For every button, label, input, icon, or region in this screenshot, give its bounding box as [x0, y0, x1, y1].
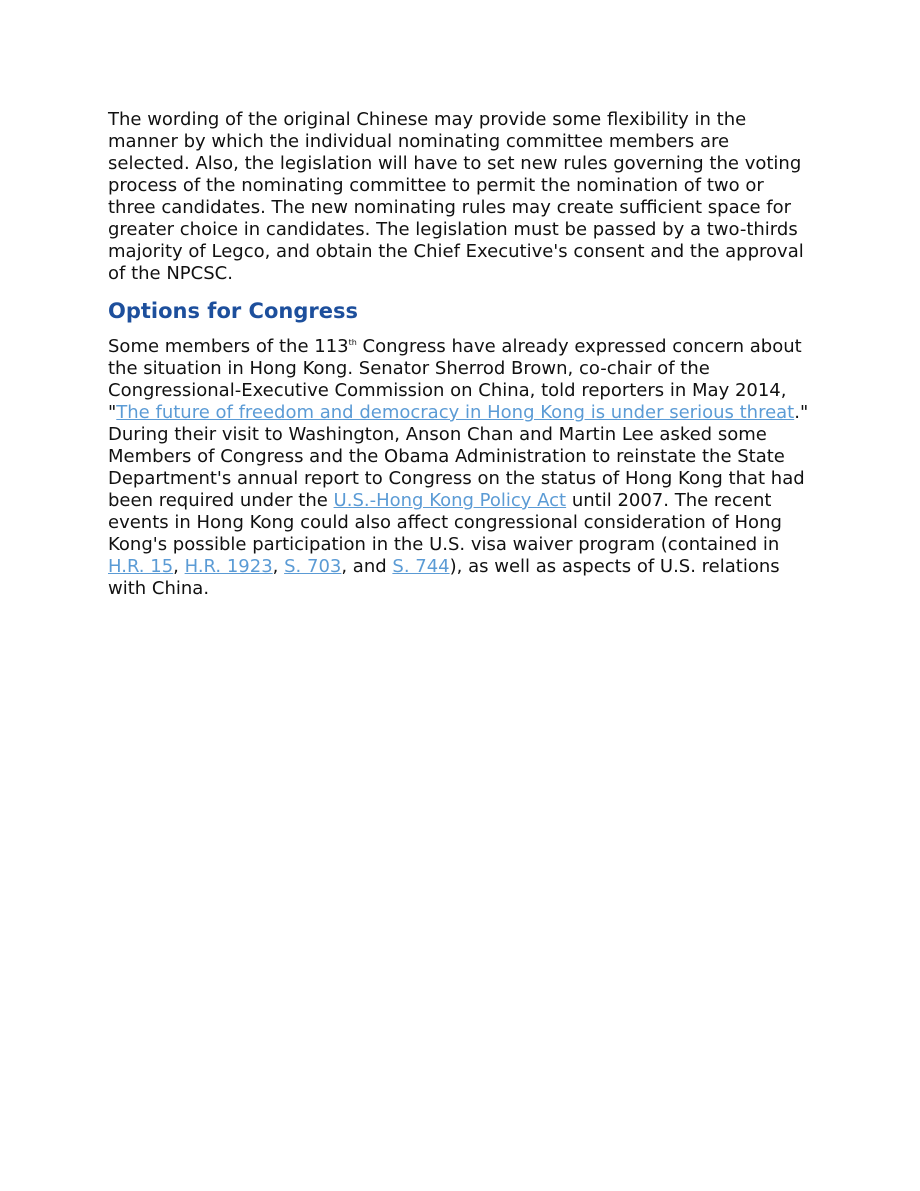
- link-us-hong-kong-policy-act[interactable]: U.S.-Hong Kong Policy Act: [333, 490, 567, 511]
- text-separator: , and: [341, 556, 393, 577]
- text-segment: ), as well as aspects of U.S. relations with China.: [108, 556, 780, 599]
- ordinal-superscript: th: [348, 338, 357, 347]
- text-segment: ." During their visit to Washington, Anson Chan and Martin Lee asked some Members of Congress and the Obama Administration to reinstate the State Department's annual report to Congress on the status of Hong Kong that had been required under the: [108, 402, 809, 511]
- section-heading-options-for-congress: Options for Congress: [108, 299, 358, 323]
- paragraph-options-for-congress: [108, 336, 812, 600]
- link-s-744[interactable]: S. 744: [392, 556, 450, 577]
- text-segment: Some members of the 113: [108, 336, 349, 357]
- link-hr-15[interactable]: H.R. 15: [108, 556, 174, 577]
- link-hr-1923[interactable]: H.R. 1923: [184, 556, 273, 577]
- paragraph-nominating-rules: The wording of the original Chinese may provide some flexibility in the manner by which the individual nominating committee members are selected. Also, the legislation will have to set new rules governing the voting process of the nominating committee to permit the nomination of two or three candidates. The new nominating rules may create sufficient space for greater choice in candidates. The legislation must be passed by a two-thirds majority of Legco, and obtain the Chief Executive's consent and the approval of the NPCSC.: [108, 109, 804, 284]
- text-segment: Congress have already expressed concern about the situation in Hong Kong. Senator Sherrod Brown, co-chair of the Congressional-Executive Commission on China, told reporters in May 2014, ": [108, 336, 802, 423]
- text-segment: until 2007. The recent events in Hong Kong could also affect congressional consideration of Hong Kong's possible participation in the U.S. visa waiver program (contained in: [108, 490, 782, 555]
- text-separator: ,: [173, 556, 185, 577]
- document-page: [108, 109, 812, 600]
- link-s-703[interactable]: S. 703: [284, 556, 342, 577]
- link-brown-quote[interactable]: The future of freedom and democracy in Hong Kong is under serious threat: [116, 402, 795, 423]
- text-separator: ,: [272, 556, 285, 577]
